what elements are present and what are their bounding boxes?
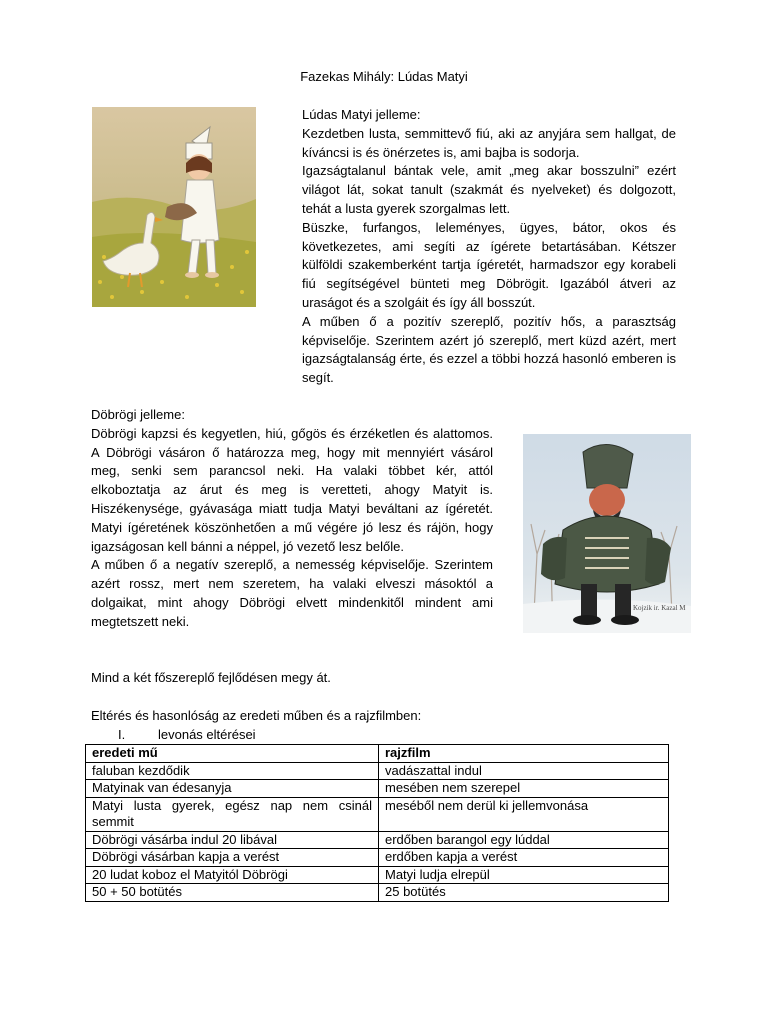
table-cell: Matyi ludja elrepül (379, 866, 669, 884)
table-header-row (86, 745, 669, 763)
matyi-character-section (302, 106, 676, 388)
summary-sentence: Mind a két főszereplő fejlődésen megy át. (91, 670, 331, 685)
comparison-table (85, 744, 669, 902)
table-row (86, 884, 669, 902)
comparison-list-item (118, 726, 256, 744)
table-cell: erdőben kapja a verést (379, 849, 669, 867)
table-cell: Döbrögi vásárban kapja a verést (86, 849, 379, 867)
dobrogi-heading: Döbrögi jelleme: (91, 407, 185, 422)
table-cell: 25 botütés (379, 884, 669, 902)
dobrogi-illustration (523, 434, 691, 633)
table-row (86, 797, 669, 831)
table-row (86, 849, 669, 867)
list-number: I. (118, 727, 126, 742)
table-cell: 50 + 50 botütés (86, 884, 379, 902)
dobrogi-character-section (91, 406, 493, 632)
list-label: levonás eltérései (158, 727, 256, 742)
column-header: eredeti mű (86, 745, 379, 763)
table-cell: erdőben barangol egy lúddal (379, 831, 669, 849)
matyi-heading: Lúdas Matyi jelleme: (302, 107, 421, 122)
dobrogi-paragraph: A műben ő a negatív szereplő, a nemesség képviselője. Szerintem azért rossz, mert nem szeretem, ha valaki elveszi másoktól a dolgaikat, mint ahogy Döbrögi elvett mindenkitől mindent ami megtetszett neki. (91, 557, 493, 629)
table-cell: 20 ludat koboz el Matyitól Döbrögi (86, 866, 379, 884)
table-cell: mesében nem szerepel (379, 780, 669, 798)
table-cell: Döbrögi vásárba indul 20 libával (86, 831, 379, 849)
dobrogi-paragraph: Döbrögi kapzsi és kegyetlen, hiú, gőgös és érzéketlen és alattomos. A Döbrögi vásáron ő határozza meg, hogy mit mennyiért vásárol meg, senki sem parancsol neki. Ha valaki többet kér, attól elkoboztatja az árut és meg is veretteti, ahogy Matyit is. Hiszékenysége, gyávasága miatt tudja Matyi beváltani az ígéretét. Matyi ígéretének köszönhetően a mű végére jó lesz és rájön, hogy igazságosan kell bánni a néppel, jó vezető lesz belőle. (91, 425, 493, 554)
matyi-paragraph: A műben ő a pozitív szereplő, pozitív hős, a parasztság képviselője. Szerintem azért jó szereplő, mert küzd azért, mert igazságtalanság érte, és ezzel a többi hozzá hasonló emberen is segít. (302, 313, 676, 386)
matyi-goose-illustration (92, 107, 256, 307)
table-row (86, 762, 669, 780)
table-cell: vadászattal indul (379, 762, 669, 780)
table-row (86, 866, 669, 884)
page-title: Fazekas Mihály: Lúdas Matyi (300, 69, 468, 84)
table-row (86, 780, 669, 798)
matyi-paragraph: Kezdetben lusta, semmittevő fiú, aki az anyjára sem hallgat, de kíváncsi is és önérzetes is, ami bajba is sodorja. (302, 125, 676, 160)
matyi-paragraph: Büszke, furfangos, leleményes, ügyes, bátor, okos és következetes, ami segíti az ígérete betartásában. Kétszer külföldi szakemberként tartja ígéretét, harmadszor egy korabeli fiú segítségével bünteti meg Döbrögit. Igazából átveri az uraságot és a szolgáit és így áll bosszút. (302, 219, 676, 310)
matyi-paragraph: Igazságtalanul bántak vele, amit „meg akar bosszulni” ezért világot lát, sokat tanult (szakmát és nyelveket) és dolgozott, tehát a lusta gyerek szorgalmas lett. (302, 163, 676, 216)
comparison-heading: Eltérés és hasonlóság az eredeti műben és a rajzfilmben: (91, 708, 422, 723)
table-row (86, 831, 669, 849)
illustration-signature: Kojzik ir. Kazal M (633, 604, 686, 612)
table-cell: faluban kezdődik (86, 762, 379, 780)
table-cell: Matyi lusta gyerek, egész nap nem csinál semmit (86, 797, 379, 831)
table-cell: Matyinak van édesanyja (86, 780, 379, 798)
table-cell: meséből nem derül ki jellemvonása (379, 797, 669, 831)
column-header: rajzfilm (379, 745, 669, 763)
